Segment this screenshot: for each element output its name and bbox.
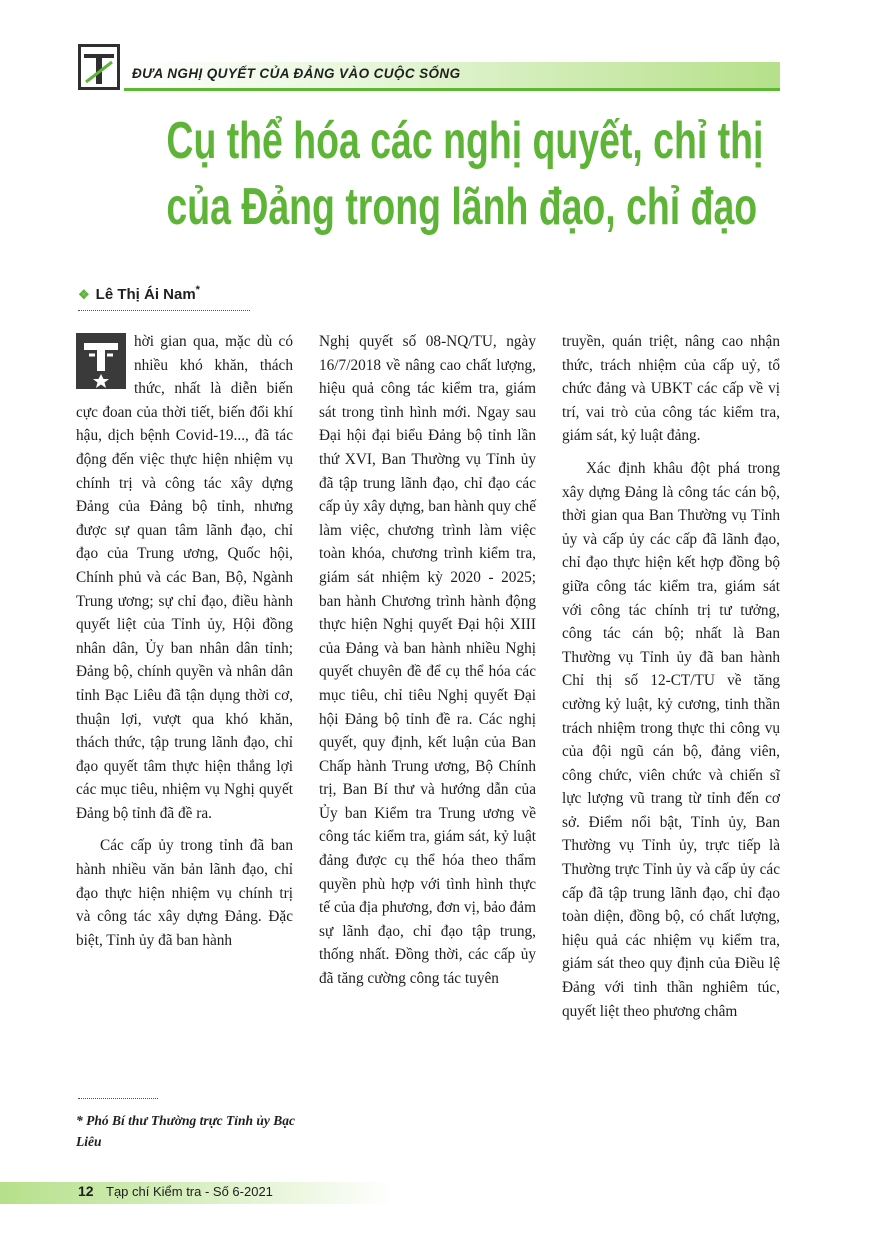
paragraph xyxy=(76,330,293,825)
column-3 xyxy=(562,330,780,1023)
footnote-divider xyxy=(78,1098,158,1099)
article-title-line-2: của Đảng trong lãnh đạo, chỉ đạo xyxy=(166,178,758,236)
paragraph-text: hời gian qua, mặc dù có nhiều khó khăn, thách thức, nhất là diễn biến cực đoan của thời tiết, biến đổi khí hậu, dịch bệnh Covid-19..., đã tác động đến việc thực hiện nhiệm vụ chính trị và công tác xây dựng Đảng của Đảng bộ tỉnh, nhưng được sự quan tâm lãnh đạo, chỉ đạo của Trung ương, Quốc hội, Chính phủ và các Ban, Bộ, Ngành Trung ương; sự chỉ đạo, điều hành quyết liệt của Tỉnh ủy, Hội đồng nhân dân, Ủy ban nhân dân tỉnh; Đảng bộ, chính quyền và nhân dân tỉnh Bạc Liêu đã tận dụng thời cơ, thuận lợi, vượt qua khó khăn, thách thức, tập trung lãnh đạo, chỉ đạo quyết tâm thực hiện thắng lợi các mục tiêu, nhiệm vụ Nghị quyết Đảng bộ tỉnh đã đề ra. xyxy=(76,333,293,822)
paragraph: truyền, quán triệt, nâng cao nhận thức, trách nhiệm của cấp uỷ, tổ chức đảng và UBKT các cấp về vị trí, vai trò của công tác kiểm tra, giám sát, kỷ luật đảng. xyxy=(562,333,780,445)
author-divider xyxy=(78,310,250,311)
article-title-line-1: Cụ thể hóa các nghị quyết, chỉ thị xyxy=(166,112,764,170)
column-2 xyxy=(319,330,536,991)
footnote: * Phó Bí thư Thường trực Tỉnh ủy Bạc Liêu xyxy=(76,1113,296,1149)
column-1 xyxy=(76,330,293,952)
author-name: Lê Thị Ái Nam xyxy=(95,286,196,303)
section-title: ĐƯA NGHỊ QUYẾT CỦA ĐẢNG VÀO CUỘC SỐNG xyxy=(132,66,461,81)
author-footnote-mark: * xyxy=(195,284,200,296)
article-title xyxy=(166,108,764,240)
author-byline xyxy=(78,284,200,303)
diamond-bullet-icon: ❖ xyxy=(78,287,90,302)
publication-logo-icon xyxy=(78,44,120,90)
dropcap-t-icon xyxy=(76,333,126,389)
journal-name: Tạp chí Kiểm tra - Số 6-2021 xyxy=(106,1184,273,1199)
page-number: 12 xyxy=(78,1183,94,1199)
paragraph: Các cấp ủy trong tỉnh đã ban hành nhiều văn bản lãnh đạo, chỉ đạo thực hiện nhiệm vụ chính trị và công tác xây dựng Đảng. Đặc biệt, Tỉnh ủy đã ban hành xyxy=(76,837,293,949)
paragraph: Xác định khâu đột phá trong xây dựng Đảng là công tác cán bộ, thời gian qua Ban Thường vụ Tỉnh ủy và cấp ủy các cấp đã lãnh đạo, chỉ đạo thực hiện kết hợp đồng bộ giữa công tác kiểm tra, giám sát với công tác chính trị tư tưởng, công tác cán bộ; nhất là Ban Thường vụ Tỉnh ủy đã ban hành Chỉ thị số 12-CT/TU về tăng cường kỷ luật, kỷ cương, tinh thần trách nhiệm trong thực thi công vụ của đội ngũ cán bộ, đảng viên, công chức, viên chức và chiến sĩ lực lượng vũ trang từ tỉnh đến cơ sở. Điểm nổi bật, Tỉnh ủy, Ban Thường vụ Tỉnh ủy, trực tiếp là Thường trực Tỉnh ủy và cấp ủy các cấp đã tập trung lãnh đạo, chỉ đạo toàn diện, đồng bộ, có chất lượng, hiệu quả các nhiệm vụ kiểm tra, giám sát theo quy định của Điều lệ Đảng với tinh thần nghiêm túc, quyết liệt theo phương châm xyxy=(562,459,780,1020)
header-divider xyxy=(124,88,780,91)
paragraph: Nghị quyết số 08-NQ/TU, ngày 16/7/2018 về nâng cao chất lượng, hiệu quả công tác kiểm tra, giám sát trong tình hình mới. Ngay sau Đại hội đại biểu Đảng bộ tỉnh lần thứ XVI, Ban Thường vụ Tỉnh ủy đã tập trung lãnh đạo, chỉ đạo các cấp ủy xây dựng, ban hành quy chế làm việc, chương trình làm việc toàn khóa, chương trình kiểm tra, giám sát nhiệm kỳ 2020 - 2025; ban hành Chương trình hành động thực hiện Nghị quyết Đại hội XIII của Đảng và ban hành nhiều Nghị quyết chuyên đề để cụ thể hóa các mục tiêu, chỉ tiêu Nghị quyết Đại hội Đảng bộ tỉnh đề ra. Các nghị quyết, quy định, kết luận của Ban Chấp hành Trung ương, Bộ Chính trị, Ban Bí thư và hướng dẫn của Ủy ban Kiểm tra Trung ương về công tác kiểm tra, giám sát, kỷ luật đảng được cụ thể hóa theo thẩm quyền phù hợp với tình hình thực tế của địa phương, đơn vị, bảo đảm sự lãnh đạo, chỉ đạo tập trung, thống nhất. Đồng thời, các cấp ủy đã tăng cường công tác tuyên xyxy=(319,333,536,988)
